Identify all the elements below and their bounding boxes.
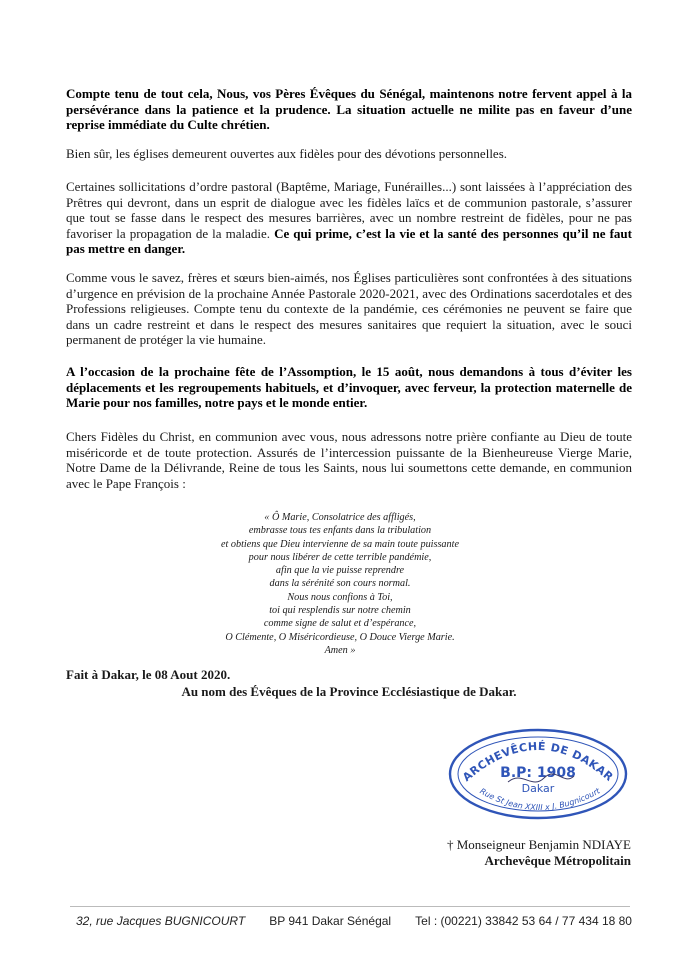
footer-divider bbox=[70, 906, 630, 907]
prayer-line: « Ô Marie, Consolatrice des affligés, bbox=[264, 512, 416, 523]
signatory-name: † Monseigneur Benjamin NDIAYE bbox=[446, 837, 631, 852]
footer-phone: Tel : (00221) 33842 53 64 / 77 434 18 80 bbox=[415, 914, 632, 928]
prayer-line: et obtiens que Dieu intervienne de sa main toute puissante bbox=[221, 538, 459, 550]
paragraph-assumption: A l’occasion de la prochaine fête de l’Assomption, le 15 août, nous demandons à tous d’éviter les déplacements et les regroupements habituels, et d’invoquer, avec ferveur, la protection maternelle de Marie pour nos familles, notre pays et le monde entier. bbox=[66, 364, 632, 411]
stamp-top-text: ARCHEVÊCHÉ DE DAKAR bbox=[460, 739, 616, 785]
footer-bp: BP 941 Dakar Sénégal bbox=[269, 914, 392, 928]
prayer-line: comme signe de salut et d’espérance, bbox=[263, 618, 417, 630]
prayer-line: Nous nous confions à Toi, bbox=[287, 591, 393, 603]
prayer-line: dans la sérénité son cours normal. bbox=[269, 578, 411, 590]
signatory-title: Archevêque Métropolitain bbox=[484, 853, 631, 868]
footer-cut-off-line bbox=[120, 940, 600, 946]
paragraph-ordinations: Comme vous le savez, frères et sœurs bien-aimés, nos Églises particulières sont confrontées à des situations d’urgence en prévision de la prochaine Année Pastorale 2020-2021, avec des Ordinations sacerdotales et des Professions religieuses. Compte tenu du contexte de la pandémie, ces cérémonies ne peuvent se faire que dans un cadre restreint et dans le respect des mesures sanitaires que requiert la situation, avec le souci permanent de protéger la vie humaine. bbox=[66, 270, 632, 348]
prayer-line: Amen » bbox=[324, 644, 356, 656]
pastoral-emphasis: Ce qui prime, c’est la vie et la santé des personnes qu’il ne faut pas mettre en danger. bbox=[66, 225, 632, 257]
footer-address: 32, rue Jacques BUGNICOURT bbox=[76, 914, 246, 928]
pastoral-text: Certaines sollicitations d’ordre pastoral (Baptême, Mariage, Funérailles...) sont laissées à l’appréciation des Prêtres qui devront, dans un esprit de dialogue avec les fidèles laïcs et de communion pastorale, s’assurer que tout se fasse dans le respect des mesures barrières, avec un nombre restreint de fidèles, pour ne pas favoriser la propagation de la maladie. bbox=[66, 179, 632, 241]
prayer-line: toi qui resplendis sur notre chemin bbox=[269, 605, 411, 617]
prayer-verse bbox=[150, 511, 530, 657]
paragraph-appeal: Compte tenu de tout cela, Nous, vos Pères Évêques du Sénégal, maintenons notre fervent appel à la persévérance dans la patience et la prudence. La situation actuelle ne milite pas en faveur d’une reprise immédiate du Culte chrétien. bbox=[66, 86, 632, 133]
prayer-line: O Clémente, O Miséricordieuse, O Douce Vierge Marie. bbox=[225, 631, 455, 643]
paragraph-prayer-intro: Chers Fidèles du Christ, en communion avec vous, nous adressons notre prière confiante au Dieu de toute miséricorde et de toute protection. Assurés de l’intercession puissante de la Bienheureuse Vierge Marie, Notre Dame de la Délivrande, Reine de tous les Saints, nous lui soumettons cette demande, en communion avec le Pape François : bbox=[66, 429, 632, 491]
archdiocese-stamp bbox=[446, 726, 630, 822]
prayer-line: embrasse tous tes enfants dans la tribulation bbox=[248, 525, 432, 537]
date-line: Fait à Dakar, le 08 Aout 2020. bbox=[66, 667, 231, 682]
on-behalf-line: Au nom des Évêques de la Province Ecclésiastique de Dakar. bbox=[181, 684, 517, 699]
stamp-city-text: Dakar bbox=[521, 782, 555, 795]
paragraph-pastoral-requests bbox=[66, 179, 632, 257]
prayer-line: pour nous libérer de cette terrible pandémie, bbox=[248, 551, 432, 563]
signature-block bbox=[447, 837, 631, 869]
footer bbox=[76, 914, 632, 928]
stamp-bottom-text: Rue St Jean XXIII x J. Bugnicourt bbox=[478, 786, 602, 813]
stamp-bp-text: B.P: 1908 bbox=[500, 765, 576, 781]
prayer-line: afin que la vie puisse reprendre bbox=[275, 565, 405, 577]
paragraph-churches-open: Bien sûr, les églises demeurent ouvertes aux fidèles pour des dévotions personnelles. bbox=[66, 146, 508, 161]
